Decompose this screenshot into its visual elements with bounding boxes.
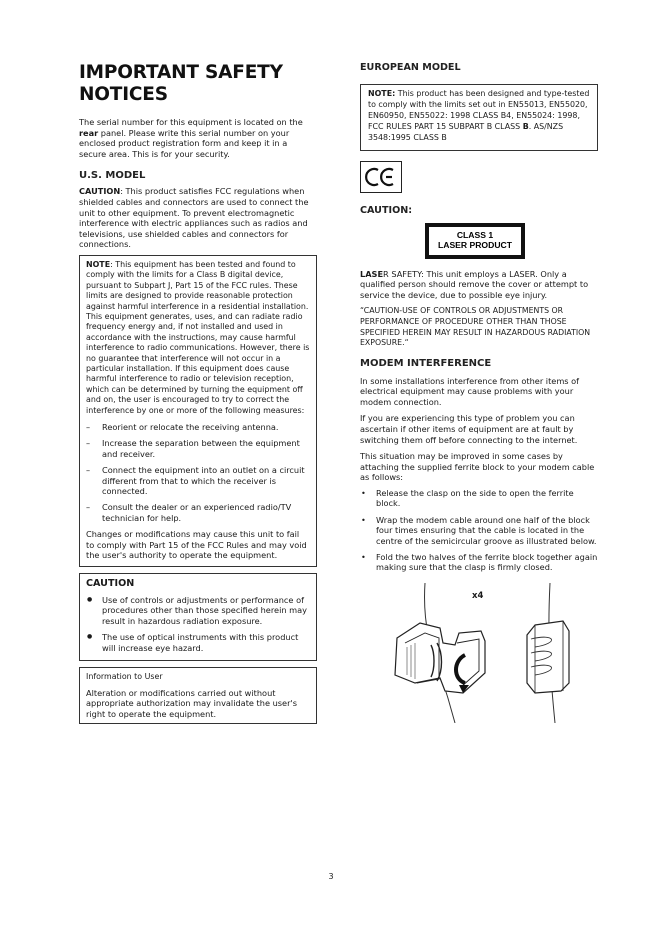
european-note-text — [368, 89, 590, 144]
fcc-measures-list — [86, 422, 310, 523]
serial-intro-text: The serial number for this equipment is located on the — [79, 117, 303, 127]
modem-interference-heading: MODEM INTERFERENCE — [360, 357, 492, 369]
info-to-user-heading: Information to User — [86, 672, 163, 682]
laser-label-line1: CLASS 1 — [456, 230, 494, 241]
european-note-label: NOTE: — [368, 89, 396, 98]
us-caution-text: : This product satisfies FCC regulations when shielded cables and connectors are used to connect the unit to other equipment. To prevent electromagnetic interference with electric appliances such as radios and televisions, use shielded cables and connectors for connections. — [79, 186, 309, 250]
serial-intro — [79, 117, 317, 159]
page-title: IMPORTANT SAFETY NOTICES — [79, 62, 283, 105]
info-to-user-box — [79, 667, 317, 724]
laser-safety-text — [360, 269, 598, 301]
serial-intro-text-end: panel. Please write this serial number on your enclosed product registration form and keep it in a secure area. This is for your security. — [79, 127, 290, 159]
laser-label-line2: LASER PRODUCT — [437, 239, 512, 250]
fcc-note-label: NOTE — [86, 259, 111, 269]
caution-list — [86, 595, 310, 653]
ferrite-block-drawing — [385, 583, 585, 723]
laser-safety-bold: LASE — [360, 268, 384, 279]
european-note-bold: B — [522, 121, 529, 131]
caution-box — [79, 573, 317, 661]
list-item: • Release the clasp on the side to open the ferrite block. — [360, 488, 598, 509]
modem-para3: This situation may be improved in some cases by attaching the supplied ferrite block to your modem cable as follows: — [360, 451, 595, 483]
list-item: – Consult the dealer or an experienced radio/TV technician for help. — [86, 502, 310, 523]
european-note-body: This product has been designed and type-tested to comply with the limits set out in EN55013, EN55020, EN60950, EN55022: 1998 CLASS B4, EN55024: 1998, FCC RULES PART 15 SUBPART B CLASS — [368, 89, 590, 131]
fcc-closing-text: Changes or modifications may cause this unit to fail to comply with Part 15 of the FCC Rules and may void the user's authority to operate the equipment. — [86, 529, 307, 561]
european-model-heading: EUROPEAN MODEL — [360, 62, 461, 73]
fcc-note-paragraph — [86, 260, 310, 416]
list-item: • Fold the two halves of the ferrite block together again making sure that the clasp is firmly closed. — [360, 552, 598, 573]
ce-mark-icon — [360, 161, 402, 193]
modem-para2: If you are experiencing this type of problem you can ascertain if other items of equipment are at fault by switching them off before connecting to the internet. — [360, 413, 578, 445]
list-item: – Increase the separation between the equipment and receiver. — [86, 438, 310, 459]
class1-laser-product-label — [425, 223, 525, 259]
right-column — [360, 62, 598, 723]
modem-para1: In some installations interference from other items of electrical equipment may cause problems with your modem connection. — [360, 375, 580, 407]
serial-intro-bold: rear — [79, 127, 99, 138]
us-caution-paragraph — [79, 186, 317, 250]
list-item: • Wrap the modem cable around one half of the block four times ensuring that the cable is located in the centre of the semicircular groove as illustrated below. — [360, 515, 598, 546]
list-item: ● Use of controls or adjustments or performance of procedures other than those specified herein may result in hazardous radiation exposure. — [86, 595, 310, 626]
list-item: – Connect the equipment into an outlet on a circuit different from that to which the receiver is connected. — [86, 465, 310, 496]
laser-safety-body: R SAFETY: This unit employs a LASER. Only a qualified person should remove the cover or attempt to service the device, due to possible eye injury. — [360, 268, 589, 300]
fcc-note-text: : This equipment has been tested and found to comply with the limits for a Class B digital device, pursuant to Subpart J, Part 15 of the FCC rules. These limits are designed to provide reasonable protection against harmful interference in a residential installation. This equipment generates, uses, and can radiate radio frequency energy and, if not installed and used in accordance with the instructions, may cause harmful interference to radio communications. However, there is no guarantee that interference will not occur in a particular installation. If this equipment does cause harmful interference to radio or television reception, which can be determined by turning the equipment off and on, the user is encouraged to try to correct the interference by one or more of the following measures: — [86, 259, 310, 415]
caution-box-heading: CAUTION — [86, 578, 135, 590]
list-item: – Reorient or relocate the receiving antenna. — [86, 422, 310, 432]
ferrite-block-illustration — [385, 583, 585, 723]
ferrite-steps-list — [360, 488, 598, 573]
us-model-heading: U.S. MODEL — [79, 170, 146, 182]
info-to-user-text: Alteration or modifications carried out without appropriate authorization may invalidate the user's right to operate the equipment. — [86, 687, 297, 719]
laser-caution-heading: CAUTION: — [360, 204, 413, 216]
left-column — [79, 62, 317, 724]
fcc-note-box — [79, 255, 317, 567]
european-note-box — [360, 84, 598, 151]
laser-warning-caps: “CAUTION-USE OF CONTROLS OR ADJUSTMENTS OR PERFORMANCE OF PROCEDURE OTHER THAN THOSE SPECIFIED HEREIN MAY RESULT IN HAZARDOUS RADIATION EXPOSURE.“ — [360, 306, 591, 348]
wrap-count-label: x4 — [472, 590, 484, 601]
us-caution-label: CAUTION — [79, 186, 121, 197]
page-number: 3 — [328, 872, 334, 881]
european-note-tail: . AS/NZS 3548:1995 CLASS B — [368, 121, 564, 142]
list-item: ● The use of optical instruments with this product will increase eye hazard. — [86, 632, 310, 653]
